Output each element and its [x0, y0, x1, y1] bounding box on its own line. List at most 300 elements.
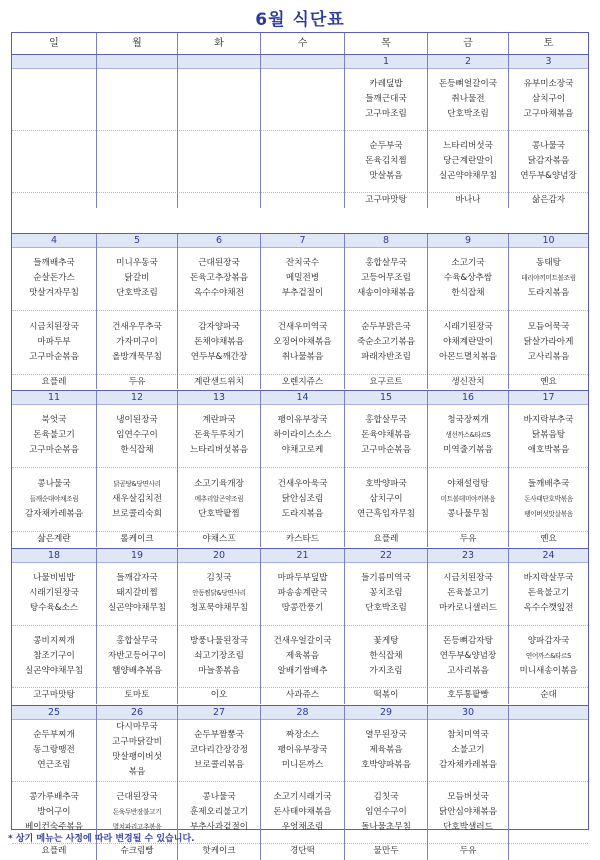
- menu-item: 모듬버섯국: [447, 791, 489, 802]
- menu-item: 닭감자볶음: [527, 155, 570, 166]
- date-cell: [260, 55, 344, 68]
- menu-item: 실곤약야채무침: [107, 603, 167, 613]
- menu-item: 팽이유부장국: [277, 744, 328, 755]
- menu-item: 순두부짬뽕국: [194, 729, 244, 740]
- menu-item: 돈육야채볶음: [361, 430, 411, 440]
- date-cell: 12: [96, 391, 177, 404]
- menu-cell: [177, 467, 260, 531]
- weekday-5: 금: [427, 33, 508, 54]
- menu-item: 연두부&깨간장: [190, 351, 248, 362]
- menu-item: 파송송계란국: [277, 588, 328, 598]
- snack-cell: 핫케이크: [177, 843, 260, 860]
- menu-cell: [177, 719, 260, 781]
- menu-item: 순살돈가스: [33, 273, 75, 283]
- menu-item: 감자양파국: [198, 321, 240, 332]
- date-cell: 6: [177, 234, 260, 247]
- menu-cell: [344, 404, 427, 467]
- menu-cell: [96, 310, 177, 374]
- menu-item: 들깨근대국: [365, 93, 407, 104]
- menu-item: 동그랑땡전: [33, 744, 75, 755]
- menu-cell: [12, 467, 96, 531]
- menu-item: 유부미소장국: [523, 78, 574, 89]
- snack-cell: [96, 192, 177, 208]
- date-cell: 25: [47, 707, 61, 718]
- menu-item: 시금치된장국: [29, 321, 79, 332]
- menu-item: 볶음: [128, 767, 146, 777]
- page-title: 6월 식단표: [255, 10, 345, 30]
- menu-cell: [344, 562, 427, 625]
- menu-cell: [260, 719, 344, 781]
- menu-item: 부추사과겉절이: [189, 821, 249, 832]
- menu-item: 소고기시래기국: [273, 791, 332, 802]
- menu-item: 메밀전병: [285, 273, 320, 283]
- menu-cell: [344, 68, 427, 130]
- menu-item: 죽순소고기볶음: [356, 336, 416, 347]
- lunch-row: [12, 719, 588, 782]
- snack-cell: 롤케이크: [96, 531, 177, 547]
- snack-cell: 슈크림빵: [96, 843, 177, 860]
- date-cell: 10: [508, 234, 588, 247]
- weekday-6: 토: [508, 33, 588, 54]
- dinner-row: [12, 310, 588, 375]
- menu-item: 돈채야채볶음: [194, 336, 244, 347]
- menu-item: 소고기국: [451, 258, 485, 268]
- menu-cell: [12, 68, 96, 130]
- date-row: [12, 705, 588, 720]
- menu-cell: [260, 781, 344, 843]
- menu-item: 감자채카레볶음: [24, 508, 84, 519]
- menu-cell: [12, 310, 96, 374]
- menu-item: 미트볼데미야끼볶음: [440, 494, 496, 503]
- menu-item: 돼지갈비찜: [116, 588, 158, 598]
- date-cell: [177, 55, 260, 68]
- menu-item: 소불고기: [451, 744, 485, 755]
- menu-item: 한식잡채: [120, 445, 154, 455]
- menu-item: 연근흑임자무침: [356, 508, 416, 519]
- date-cell: 1: [344, 55, 427, 68]
- menu-item: 미니우동국: [116, 258, 158, 268]
- date-cell: 16: [427, 391, 508, 404]
- snack-cell: 물만두: [344, 843, 427, 860]
- menu-cell: [427, 310, 508, 374]
- date-cell: 13: [177, 391, 260, 404]
- menu-item: 계란파국: [202, 415, 236, 425]
- menu-item: 홍합살무국: [365, 258, 407, 268]
- menu-item: 미역줄기볶음: [443, 445, 493, 455]
- menu-item: 단호박샐러드: [443, 821, 493, 832]
- menu-item: 탕수육&소스: [29, 603, 79, 613]
- snack-cell: 삶은계란: [37, 534, 71, 544]
- menu-cell: [344, 719, 427, 781]
- menu-item: 들깨배추국: [33, 258, 75, 268]
- date-cell: 30: [427, 706, 508, 719]
- date-cell: 15: [344, 391, 427, 404]
- menu-item: 돈등뼈얼갈이국: [438, 78, 498, 89]
- dinner-row: [12, 625, 588, 688]
- menu-item: 느타리버섯국: [443, 140, 493, 151]
- snack-cell: 카스타드: [260, 531, 344, 547]
- menu-item: 고구마순볶음: [29, 351, 79, 362]
- snack-row: [12, 192, 588, 208]
- menu-cell: [12, 130, 96, 192]
- menu-item: 돈육고추장볶음: [189, 273, 249, 283]
- menu-cell: [427, 467, 508, 531]
- date-cell: 9: [427, 234, 508, 247]
- weekday-2: 화: [177, 33, 260, 54]
- snack-cell: 요플레: [344, 531, 427, 547]
- date-cell: 28: [260, 706, 344, 719]
- menu-item: 소고기육개장: [194, 478, 244, 489]
- menu-item: 콩나물국: [202, 791, 236, 802]
- menu-item: 닭안심야채볶음: [438, 806, 498, 817]
- menu-cell: [260, 247, 344, 310]
- menu-cell: [177, 625, 260, 687]
- menu-item: 순두부찌개: [33, 729, 75, 740]
- menu-item: 청포묵야채무침: [189, 603, 249, 613]
- menu-item: 임연수구이: [116, 430, 158, 440]
- menu-item: 생선까스&타르S: [445, 431, 491, 439]
- menu-item: 꽃게탕: [373, 635, 399, 646]
- menu-item: 새송이야채볶음: [356, 288, 416, 298]
- menu-item: 브로콜리볶음: [194, 759, 244, 770]
- snack-cell: 호두통팥빵: [427, 687, 508, 704]
- menu-item: 돈사태단호박볶음: [524, 494, 573, 503]
- menu-item: 실곤약야채무침: [24, 665, 84, 676]
- menu-item: 도라지볶음: [527, 288, 570, 298]
- menu-item: 팽이버섯맛살볶음: [524, 509, 573, 518]
- snack-row: [12, 531, 588, 547]
- menu-item: 가지조림: [369, 665, 403, 676]
- menu-item: 취나물볶음: [281, 351, 324, 362]
- menu-item: 맛살겨자무침: [29, 288, 79, 298]
- menu-item: 짜장소스: [285, 729, 320, 740]
- menu-item: 시금치된장국: [443, 573, 493, 583]
- snack-cell: 고구마맛탕: [33, 690, 75, 700]
- menu-item: 실곤약야채무침: [438, 170, 498, 181]
- snack-cell: 순대: [508, 687, 588, 704]
- snack-cell: 야채스프: [177, 531, 260, 547]
- menu-item: 자반고등어구이: [107, 650, 167, 661]
- menu-item: 돈육두루치기: [194, 430, 244, 440]
- menu-cell: [12, 404, 96, 467]
- menu-item: 콩나물국: [531, 140, 566, 151]
- menu-item: 마늘쫑볶음: [198, 665, 240, 676]
- menu-item: 올방개묵무침: [112, 351, 162, 362]
- menu-item: 땅콩깐풍기: [281, 603, 324, 613]
- menu-item: 닭안심조림: [281, 493, 324, 504]
- menu-item: 들깨감자국: [116, 573, 158, 583]
- footnote: * 상기 메뉴는 사정에 따라 변경될 수 있습니다.: [8, 834, 195, 844]
- lunch-row: [12, 68, 588, 131]
- menu-item: 맛살볶음: [369, 170, 403, 181]
- menu-cell: [508, 247, 588, 310]
- menu-item: 근대된장국: [116, 791, 158, 802]
- menu-item: 연두부&양념장: [439, 650, 497, 661]
- menu-cell: [427, 625, 508, 687]
- date-row: [12, 548, 588, 563]
- menu-cell: [177, 562, 260, 625]
- menu-cell: [177, 404, 260, 467]
- date-cell: 7: [260, 234, 344, 247]
- menu-item: 훈제오리불고기: [189, 806, 249, 817]
- lunch-row: [12, 247, 588, 311]
- menu-item: 아몬드멸치볶음: [438, 351, 498, 362]
- menu-item: 들기름미역국: [361, 573, 411, 583]
- menu-item: 수육&상추쌈: [443, 273, 493, 283]
- snack-cell: 요플레: [41, 377, 67, 387]
- menu-item: 고구마조림: [365, 108, 407, 119]
- menu-item: 새우살김치전: [112, 493, 162, 504]
- menu-cell: [508, 310, 588, 374]
- weekday-3: 수: [260, 33, 344, 54]
- menu-cell: [12, 562, 96, 625]
- menu-cell: [427, 562, 508, 625]
- menu-item: 닭곰탕&당면사리: [113, 479, 161, 488]
- snack-cell: 계란샌드위치: [177, 374, 260, 389]
- lunch-row: [12, 404, 588, 468]
- menu-item: 콩비지찌개: [33, 635, 75, 646]
- menu-item: 부추겉절이: [281, 288, 324, 298]
- weekday-1: 월: [96, 33, 177, 54]
- menu-item: 베이컨숙주볶음: [24, 821, 84, 832]
- menu-item: 야채설렁탕: [447, 478, 489, 489]
- menu-cell: [260, 562, 344, 625]
- menu-item: 돈등뼈감자탕: [443, 635, 493, 646]
- menu-item: 연어까스&타르S: [525, 651, 572, 660]
- date-cell: [12, 55, 96, 68]
- snack-cell: 사과쥬스: [260, 687, 344, 704]
- snack-cell: [177, 192, 260, 208]
- menu-cell: [508, 404, 588, 467]
- snack-cell: 바나나: [427, 192, 508, 208]
- snack-cell: 옌요: [508, 531, 588, 547]
- menu-item: 제육볶음: [285, 650, 320, 661]
- weekday-4: 목: [344, 33, 427, 54]
- menu-item: 동태탕: [536, 258, 561, 268]
- menu-item: 돌나물초무침: [361, 821, 411, 832]
- menu-cell: [260, 467, 344, 531]
- date-cell: 8: [344, 234, 427, 247]
- menu-item: 메추리알곤약조림: [194, 494, 244, 503]
- snack-cell: 두유: [427, 531, 508, 547]
- snack-cell: 떡볶이: [344, 687, 427, 704]
- menu-cell: [344, 467, 427, 531]
- menu-cell: [344, 130, 427, 192]
- menu-item: 모듬어묵국: [527, 321, 570, 332]
- menu-item: 미니새송이볶음: [519, 665, 578, 676]
- menu-cell: [508, 719, 588, 781]
- menu-item: 연두부&양념장: [520, 170, 577, 181]
- dinner-row: [12, 467, 588, 532]
- menu-item: 단호박조림: [365, 603, 407, 613]
- menu-item: 콩나물국: [37, 478, 71, 489]
- menu-cell: [260, 310, 344, 374]
- menu-item: 팽이유부장국: [277, 415, 328, 425]
- menu-item: 한식잡채: [369, 650, 403, 661]
- menu-item: 들깨배추국: [527, 478, 570, 489]
- menu-item: 시래기된장국: [29, 588, 79, 598]
- snack-cell: [12, 192, 96, 208]
- menu-item: 냉이된장국: [116, 415, 158, 425]
- menu-cell: [96, 68, 177, 130]
- menu-item: 바지락부추국: [523, 415, 574, 425]
- snack-row: [12, 687, 588, 704]
- snack-cell: [508, 843, 588, 860]
- menu-item: 열무된장국: [365, 729, 407, 740]
- snack-cell: 옌요: [508, 374, 588, 389]
- menu-item: 도라지볶음: [281, 508, 324, 519]
- menu-item: 양파감자국: [527, 635, 570, 646]
- menu-item: 마파두부: [37, 336, 71, 347]
- snack-cell: 경단떡: [260, 843, 344, 860]
- menu-item: 건새우미역국: [277, 321, 328, 332]
- menu-cell: [427, 404, 508, 467]
- menu-cell: [96, 404, 177, 467]
- menu-item: 콩나물무침: [447, 508, 489, 519]
- date-cell: 5: [96, 234, 177, 247]
- menu-cell: [344, 310, 427, 374]
- menu-item: 돈육두반장불고기: [112, 807, 162, 816]
- menu-cell: [344, 625, 427, 687]
- menu-cell: [508, 625, 588, 687]
- date-cell: 23: [427, 549, 508, 562]
- menu-cell: [260, 130, 344, 192]
- menu-cell: [96, 625, 177, 687]
- menu-item: 건새우아욱국: [277, 478, 328, 489]
- menu-cell: [508, 562, 588, 625]
- menu-item: 돈육김치찜: [365, 155, 407, 166]
- menu-item: 김칫국: [206, 573, 232, 583]
- date-row: [12, 390, 588, 405]
- menu-item: 고사리볶음: [527, 351, 570, 362]
- menu-item: 파래자반조림: [361, 351, 411, 362]
- menu-item: 닭볶음탕: [531, 430, 566, 440]
- menu-item: 참조기구이: [33, 650, 75, 661]
- menu-item: 단호박조림: [116, 288, 158, 298]
- menu-item: 옥수수깻잎전: [523, 603, 574, 613]
- menu-cell: [427, 247, 508, 310]
- menu-cell: [260, 625, 344, 687]
- menu-item: 호박양파국: [365, 478, 407, 489]
- menu-cell: [177, 68, 260, 130]
- menu-item: 돈사태야채볶음: [273, 806, 332, 817]
- snack-row: [12, 374, 588, 389]
- menu-item: 제육볶음: [369, 744, 403, 755]
- dinner-row: [12, 130, 588, 193]
- menu-item: 단호박팥찜: [198, 508, 240, 519]
- snack-cell: 이오: [177, 687, 260, 704]
- menu-item: 카레덮밥: [369, 78, 403, 89]
- date-cell: 14: [260, 391, 344, 404]
- date-row: [12, 54, 588, 69]
- menu-cell: [96, 247, 177, 310]
- menu-cell: [427, 719, 508, 781]
- date-cell: 17: [508, 391, 588, 404]
- menu-item: 미니돈까스: [281, 759, 324, 770]
- menu-item: 참치미역국: [447, 729, 489, 740]
- snack-cell: 요구르트: [344, 374, 427, 389]
- date-cell: 20: [177, 549, 260, 562]
- date-cell: 3: [508, 55, 588, 68]
- menu-item: 청국장찌개: [447, 415, 489, 425]
- lunch-row: [12, 562, 588, 626]
- menu-item: 오징어야채볶음: [273, 336, 332, 347]
- menu-item: 당근계란말이: [443, 155, 493, 166]
- menu-item: 야채계란말이: [443, 336, 493, 347]
- menu-cell: [12, 719, 96, 781]
- menu-cell: [344, 781, 427, 843]
- menu-item: 애호박볶음: [527, 445, 570, 455]
- menu-item: 하이라이스소스: [273, 430, 332, 440]
- menu-item: 삼치구이: [531, 93, 566, 104]
- snack-row: [12, 843, 588, 860]
- menu-item: 순두부맑은국: [361, 321, 411, 332]
- date-cell: [508, 706, 588, 719]
- menu-item: 다시마무국: [116, 722, 158, 732]
- menu-cell: [508, 467, 588, 531]
- snack-cell: 두유: [427, 843, 508, 860]
- menu-item: 쇠고기장조림: [194, 650, 244, 661]
- menu-item: 코다리간장강정: [189, 744, 249, 755]
- menu-item: 취나물전: [451, 93, 485, 104]
- weekday-header-row: [12, 33, 588, 55]
- date-cell: 27: [177, 706, 260, 719]
- date-cell: 26: [96, 706, 177, 719]
- menu-item: 돈육불고기: [33, 430, 75, 440]
- date-cell: 22: [344, 549, 427, 562]
- menu-item: 우엉채조림: [281, 821, 324, 832]
- menu-item: 고구마채볶음: [523, 108, 574, 119]
- menu-item: 고구마순볶음: [361, 445, 411, 455]
- menu-cell: [427, 781, 508, 843]
- menu-item: 가자미구이: [116, 336, 158, 347]
- menu-item: 알배기쌈배추: [277, 665, 328, 676]
- menu-item: 방어구이: [37, 806, 71, 817]
- menu-cell: [12, 625, 96, 687]
- menu-item: 닭갈비: [124, 273, 150, 283]
- menu-cell: [177, 247, 260, 310]
- menu-item: 삼치구이: [369, 493, 403, 504]
- snack-cell: 생신잔치: [427, 374, 508, 389]
- menu-item: 마카로니샐러드: [438, 603, 498, 613]
- menu-item: 마파두부덮밥: [277, 573, 328, 583]
- menu-cell: [96, 130, 177, 192]
- menu-item: 근대된장국: [198, 258, 240, 268]
- date-row: [12, 233, 588, 248]
- snack-cell: 삶은감자: [508, 192, 588, 208]
- snack-cell: 고구마맛탕: [344, 192, 427, 208]
- snack-cell: [260, 192, 344, 208]
- menu-item: 고구마닭갈비: [112, 737, 162, 747]
- menu-item: 콩가루배추국: [29, 791, 79, 802]
- menu-item: 옥수수야채전: [194, 288, 244, 298]
- date-cell: 24: [508, 549, 588, 562]
- snack-cell: 요플레: [41, 846, 67, 856]
- menu-cell: [427, 130, 508, 192]
- snack-cell: 토마토: [96, 687, 177, 704]
- date-cell: 18: [47, 550, 61, 561]
- menu-cell: [96, 719, 177, 781]
- menu-item: 한식잡채: [451, 288, 485, 298]
- menu-item: 돈육불고기: [447, 588, 489, 598]
- menu-item: 맛살팽이버섯: [112, 752, 162, 762]
- menu-cell: [177, 130, 260, 192]
- menu-item: 연근조림: [37, 759, 71, 770]
- menu-item: 느타리버섯볶음: [189, 445, 249, 455]
- date-cell: [96, 55, 177, 68]
- menu-item: 야채고로케: [281, 445, 324, 455]
- menu-item: 브로콜리숙회: [112, 508, 162, 519]
